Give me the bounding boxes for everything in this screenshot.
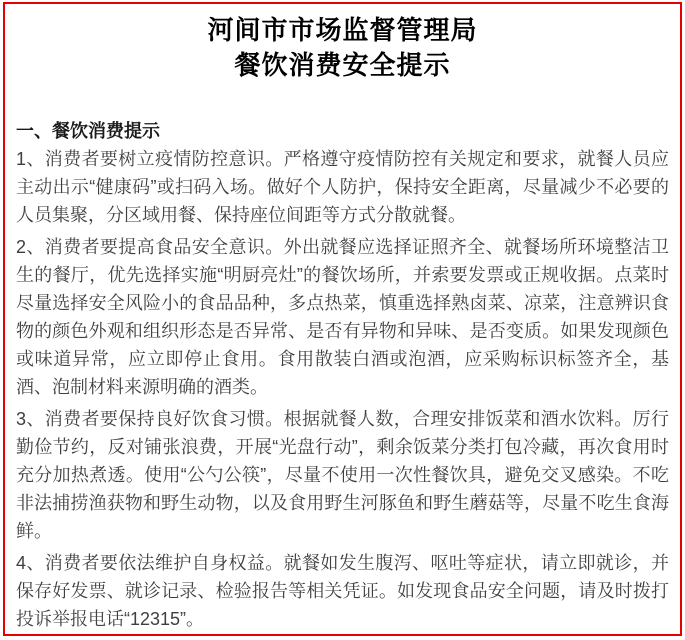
consumer-tip-paragraph-1: 1、消费者要树立疫情防控意识。严格遵守疫情防控有关规定和要求，就餐人员应主动出示“健康码”或扫码入场。做好个人防护，保持安全距离，尽量减少不必要的人员集聚，分区域用餐、保持座位间距等方式分散就餐。 [16,149,669,225]
notice-title [16,13,669,83]
consumer-tip-paragraph-2: 2、消费者要提高食品安全意识。外出就餐应选择证照齐全、就餐场所环境整洁卫生的餐厅，优先选择实施“明厨亮灶”的餐饮场所，并索要发票或正规收据。点菜时尽量选择安全风险小的食品品种，多点热菜，慎重选择熟卤菜、凉菜，注意辨识食物的颜色外观和组织形态是否异常、是否有异物和异味、是否变质。如果发现颜色或味道异常，应立即停止食用。食用散装白酒或泡酒，应采购标识标签齐全，基酒、泡制材料来源明确的酒类。 [16,237,669,397]
title-line-1: 河间市市场监督管理局 [207,15,478,45]
title-line-2: 餐饮消费安全提示 [234,50,451,80]
notice-body [16,145,669,633]
section-heading: 一、餐饮消费提示 [16,121,160,141]
consumer-tip-paragraph-3: 3、消费者要保持良好饮食习惯。根据就餐人数，合理安排饭菜和酒水饮料。厉行勤俭节约，反对铺张浪费，开展“光盘行动”，剩余饭菜分类打包冷藏，再次食用时充分加热煮透。使用“公勺公筷”，尽量不使用一次性餐饮具，避免交叉感染。不吃非法捕捞渔获物和野生动物，以及食用野生河豚鱼和野生蘑菇等，尽量不吃生食海鲜。 [16,409,669,541]
notice-document [3,2,682,636]
consumer-tip-paragraph-4: 4、消费者要依法维护自身权益。就餐如发生腹泻、呕吐等症状，请立即就诊，并保存好发票、就诊记录、检验报告等相关凭证。如发现食品安全问题，请及时拨打投诉举报电话“12315”。 [16,553,669,629]
